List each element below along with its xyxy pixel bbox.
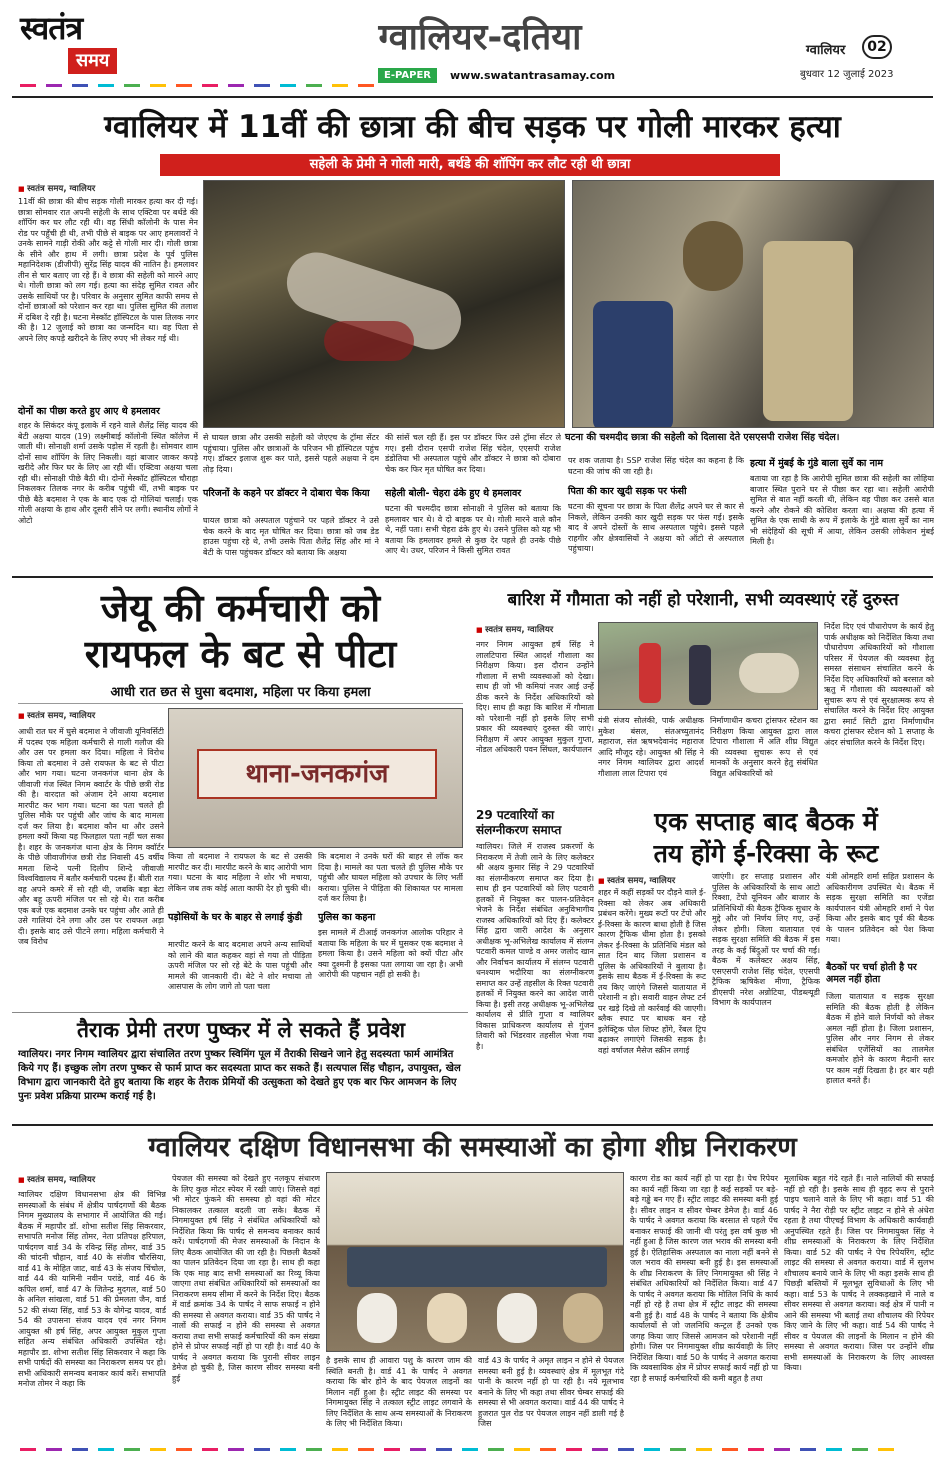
site-url[interactable]: www.swatantrasamay.com (450, 69, 616, 82)
story5-col2: जाएंगी। हर सप्ताह प्रशासन और पुलिस के अधिकारियों के साथ आटो रिक्शा, टेंपो यूनियन और बाजार के प्रतिनिधियों की बैठक ट्रैफिक सुधार के मुद्दे और जो निर्णय लिए गए, उन्हें लेकर होगी। जिला यातायात एवं सड़क सुरक्षा समिति की बैठक में इस तरह के कई बिंदुओं पर चर्चा की गई। बैठक में कलेक्टर अक्षय सिंह, एसएसपी राजेश सिंह चंदेल, एएसपी ट्रैफिक ऋषिकेश मीणा, ट्रैफिक डीएसपी नरेश अन्नोटिया, पीडब्ल्यूडी विभाग के कार्यपालन (712, 872, 820, 1007)
decor-dash (176, 1448, 192, 1451)
story1-col4-top: पर शक जताया है। SSP राजेश सिंह चंदेल का कहना है कि घटना की जांच की जा रही है। (568, 456, 744, 476)
decor-dash (488, 1448, 504, 1451)
story1-col4-bottom: घटना की सूचना पर छात्रा के पिता शैलेंद्र अपने घर से कार से निकले, लेकिन उनकी कार खुदी सड़क पर फंस गई। इसके बाद वे अपने दोस्तों के साथ अस्पताल पहुंचे। इससे पहले राहगीर और क्षेत्रवासियों ने अक्षया को ऑटो से अस्पताल पहुंचाया। (568, 502, 744, 553)
story3-col4: निर्देश दिए एवं पौधारोपण के कार्य हेतु पार्क अधीक्षक को निर्देशित किया तथा पौधारोपण अधिकारियों को गौशाला परिसर में पेयजल की व्यवस्था हेतु समस्त संसाधन संचालित करने के निर्देश दिए अधिकारियों को बरसात को ऋतु में गौशाला की व्यवस्थाओं को सुचारू रूप से एवं सुरक्षात्मक रूप से संचालित करने के निर्देश दिए आयुक्त द्वारा स्मार्ट सिटी द्वारा निर्माणाधीन कचरा ट्रांसफर स्टेशन को 1 सप्ताह के अंदर संचालित करने के निर्देश दिए। (824, 622, 934, 747)
decor-dash (332, 84, 348, 87)
decor-dash (774, 1448, 790, 1451)
decor-dash (514, 1448, 530, 1451)
decor-dash (202, 84, 218, 87)
decor-dash (124, 1448, 140, 1451)
decor-dash (306, 1448, 322, 1451)
epaper-badge: E-PAPER (378, 68, 437, 83)
story2-col2-bottom: मारपीट करने के बाद बदमाश अपने अन्य साथियों को लाने की बात कहकर वहां से गया तो पीड़िता ऊपरी मंजिल पर सो रहे बेटे के पास पहुंची और मामले की जानकारी दी। बेटे ने शोर मचाया तो आसपास के लोग जागे तो पता चला (168, 940, 312, 991)
story1-photo-crime-scene (203, 180, 565, 428)
decor-dash (800, 1448, 816, 1451)
decor-dash (384, 1448, 400, 1451)
decor-dash (722, 1448, 738, 1451)
decor-dash (618, 1448, 634, 1451)
decor-dash (98, 84, 114, 87)
story7-col3-top: है इसके साथ ही आवारा पशु के कारण जाम की स्थिति बनती है। वार्ड 41 के पार्षद ने अवगत कराया कि बोर होने के बाद पेयजल लाइनों का मिलान नहीं हुआ है। स्ट्रीट लाइट की समस्या पर निगमायुक्त सिंह ने तत्काल स्ट्रीट लाइट लगवाने के लिए निर्देशित के साथ अन्य समस्याओं के निराकरण के लिए भी निर्देशित किया। (326, 1356, 472, 1428)
decor-dash (592, 1448, 608, 1451)
story3-col3: निर्माणाधीन कचरा ट्रांसफर स्टेशन का निरीक्षण किया आयुक्त द्वारा लाल टिपारा गौशाला में अति शीघ्र विद्युत की व्यवस्था सुचारू रूप से एवं मानकों के अनुसार करने हेतु संबंधित विद्युत अधिकारियों को (710, 716, 818, 778)
story5-col3-top: यंत्री ओमहरि शर्मा सहित प्रशासन के अधिकारीगण उपस्थित थे। बैठक में सड़क सुरक्षा समिति का एजेंडा कार्यपालन यंत्री ओमहरि शर्मा ने पेश किया और इसके बाद पूर्व की बैठक के पालन प्रतिवेदन को पेश किया गया। (826, 872, 934, 944)
rule (12, 1124, 933, 1126)
story7-col1: ग्वालियर दक्षिण विधानसभा क्षेत्र की विभिन्न समस्याओं के संबंध में क्षेत्रीय पार्षदगणों की बैठक निगम मुख्यालय के सभागार में आयोजित की गई। बैठक में महापौर डॉ. शोभा सतीश सिंह सिकरवार, सभापति मनोज सिंह तोमर, नेता प्रतिपक्ष हरिपाल, पार्षदगण वार्ड 34 के रविन्द्र सिंह तोमर, वार्ड 35 की चांदनी चौहान, वार्ड 40 के संजीव चौरसिया, वार्ड 41 के मोहित जाट, वार्ड 43 के संजय चिंचोल, वार्ड 44 की यामिनी नवीन परांडे, वार्ड 46 के कपिल शर्मा, वार्ड 47 के जितेन्द्र मुदगल, वार्ड 50 के अनिल सांखला, वार्ड 51 की प्रेमलता जैन, वार्ड 52 की संध्या सिंह, वार्ड 53 के योगेन्द्र यादव, वार्ड 54 की उपासना संजय यादव एवं नगर निगम आयुक्त श्री हर्ष सिंह, अपर आयुक्त मुकुल गुप्ता सहित अन्य संबंधित अधिकारी उपस्थित रहे। महापौर डा. शोभा सतीश सिंह सिकरवार ने कहा कि सभी पार्षदों की समस्या का निराकरण समय पर हो। सभी अधिकारी समन्वय बनाकर कार्य करें। सभापति मनोज तोमर ने कहा कि (18, 1190, 166, 1388)
story2-sub1: पड़ोसियों के घर के बाहर से लगाई कुंडी (168, 912, 303, 923)
story5-col3-bottom: जिला यातायात व सड़क सुरक्षा समिति की बैठक होती है लेकिन बैठक में होने वाले निर्णयों को लेकर अमल नहीं होता है। जिला प्रशासन, पुलिस और नगर निगम से लेकर संबंधित एजेंसियों का तालमेल कमजोर होने के कारण मैदानी स्तर पर काम नहीं दिखता है। हर बार यही हालात बनते हैं। (826, 992, 934, 1085)
story2-headline-line2: रायफल के बट से पीटा (84, 632, 397, 676)
decor-dash (670, 1448, 686, 1451)
story5-col1: शहर में कहीं सड़कों पर दौड़ने वाले ई-रिक्सा को लेकर अब अधिकारी प्रबंधन करेंगे। मुख्य रूटों पर टेंपो और ई-रिक्सा के कारण बाधा होती है जिस कारण ट्रैफिक धीमा होता है। इसको लेकर ई-रिक्सा के प्रतिनिधि मंडल को सात दिन बाद जिला प्रशासन व पुलिस के अधिकारियों ने बुलाया है। इसके साथ बैठक में ई-रिक्सा के रूट तय किए जाएंगे जिससे यातायात में परेशानी न हो। सवारी वाहन लेफ्ट टर्न पर खड़े दिखे तो कार्रवाई की जाएगी। ब्लैक स्पाट पर बाधक बन रहे इलेक्ट्रिक पोल शिफ्ट होंगे, रेंबल ट्रिप बढ़ाकर लगाएंगे जिसकी सड़क है। वहां वर्षाजल मैसेज स्क्रीन लगाई (598, 888, 706, 1055)
decor-dash (358, 1448, 374, 1451)
logo[interactable] (20, 10, 138, 80)
decor-dash (644, 1448, 660, 1451)
story2-headline-line1: जेयू की कर्मचारी को (100, 586, 381, 630)
rule (12, 96, 933, 98)
decor-dash (202, 1448, 218, 1451)
story1-col3-top: की सांसें चल रही हैं। इस पर डॉक्टर फिर उसे ट्रॉमा सेंटर ले गए। इसी दौरान एसपी राजेश सिंह चंदेल, एएसपी राजेश डंडोतिया भी अस्पताल पहुंचे और डॉक्टर ने छात्रा को दोबारा चेक कर फिर मृत घोषित कर दिया। (385, 433, 561, 474)
decor-dash (72, 1448, 88, 1451)
story3-byline: ■ स्वतंत्र समय, ग्वालियर (476, 624, 594, 635)
story7-byline: ■ स्वतंत्र समय, ग्वालियर (18, 1174, 166, 1185)
story6-headline: तैराक प्रेमी तरण पुष्कर में ले सकते हैं प्रवेश (76, 1018, 406, 1042)
story7-col5: कारण रोड का कार्य नहीं हो पा रहा है। पेच रिपेयर का कार्य नहीं किया जा रहा है कई सड़कों पर बड़े-बड़े गड्ढे बन गए हैं। स्ट्रीट लाइट की समस्या बनी हुई है। सीवर लाइन व सीवर चेम्बर डेमेज है। वार्ड 46 के पार्षद ने अवगत कराया कि बरसात से पहले पेंच बनाकर सफाई की जानी थी परंतु इस वर्ष कुछ भी नहीं हुआ है जिस कारण जल भराव की समस्या बनी हुई है। ऐतिहासिक अस्पताल का नाला नहीं बनने से जल भराव की समस्या बनी हुई है। इस समस्याओं के शीघ्र निराकरण के लिए निगमायुक्त श्री सिंह ने संबंधित अधिकारियों को निर्देशित किया। वार्ड 47 के पार्षद ने अवगत कराया कि मोतिल निधि के कार्य नहीं हो रहे है तथा क्षेत्र में स्ट्रीट लाइट की समस्या बनी हुई है। वार्ड 48 के पार्षद ने बताया कि क्षेत्रीय कार्यालयों से जो जलनिधि कन्ट्रल हैं उनको एक जगह किया जाए जिससे आमजन को परेशानी नहीं होगी। जिस पर निगमायुक्त शीघ्र कार्यवाही के लिए निर्देशित किया। वार्ड 50 के पार्षद ने अवगत कराया कि व्यवसायिक क्षेत्र में प्रोपर सफाई कार्य नहीं हो पा रहा है सफाई कर्मचारियों की कमी बहुत है तथा (630, 1174, 778, 1383)
story7-col4-top: वार्ड 43 के पार्षद ने अमृत लाइन न होने से पेयजल समस्या बनी हुई है। व्यवस्थाएं क्षेत्र में मूलभूत गंदे पानी के कारण नहीं हो पा रही है। नये मूलभाव बनाने के लिए भी कहा तथा सीवर चेम्बर सफाई की समस्या से भी अवगत कराया। वार्ड 44 की पार्षद ने हुजरात पुल रोड पर पेयजल लाइन नहीं डाली गई है जिस (478, 1356, 624, 1428)
logo-bottom: समय (68, 48, 117, 74)
decor-dash (540, 1448, 556, 1451)
story2-col2-top: किया तो बदमाश ने रायफल के बट से उसकी मारपीट कर दी। मारपीट करने के बाद आरोपी भाग गया। घटना के बाद महिला ने शोर भी मचाया, लेकिन जब तक कोई आता काफी देर हो चुकी थी। (168, 852, 312, 893)
decor-dash (254, 84, 270, 87)
decor-dash (852, 1448, 868, 1451)
story2-byline: ■ स्वतंत्र समय, ग्वालियर (18, 710, 168, 721)
story2-photo-police-station (168, 708, 463, 848)
decor-dash (280, 1448, 296, 1451)
story2-subhead: आधी रात छत से घुसा बदमाश, महिला पर किया हमला (18, 684, 463, 704)
story5-headline-line2: तय होंगे ई-रिक्सा के रूट (653, 839, 879, 868)
decor-dash (436, 1448, 452, 1451)
story4-headline-line2: संलग्नीकरण समाप्त (476, 823, 562, 837)
story3-photo-gaushala (598, 622, 818, 710)
story1-sub2: परिजनों के कहने पर डॉक्टर ने दोबारा चेक किया (203, 488, 370, 499)
decor-dash (358, 84, 374, 87)
story7-col6: मूलाधिक बहुत गंदे रहते हैं। नाले नालियों की सफाई नहीं हो रही है। इसके साथ ही वृहद रूप से पुराने पाइप चलाने वाले के लिए भी कहा। वार्ड 51 की पार्षद ने नैरा रोड़ी पर स्ट्रीट लाइट न होने से अंधेरा रहता है तथा पीएचई विभाग के अधिकारी कार्यवाही अनुपस्थित रहते हैं। जिस पर निगमायुक्त सिंह ने शीघ्र समस्याओं के निराकरण के लिए निर्देशित किया। वार्ड 52 की पार्षद ने पेच रिपेयरिंग, स्ट्रीट लाइट की समस्या से अवगत कराया। वार्ड में सुलभ शौचालय बनाये जाने के लिए भी कहा इसके साथ ही पिछड़ी बस्तियों में मूलभूत सुविधाओं के लिए भी कहा। वार्ड 53 के पार्षद ने लक्कड़खाने में नाले व सीवर समस्या से अवगत कराया। कई क्षेत्र में पानी न आने की समस्या भी बताई तथा शौचालय की रिपेयर किए जाने के लिए भी कहा। वार्ड 54 की पार्षद ने सीवर व पेयजल की लाइनों के मिलान न होने की समस्या से अवगत कराया। जिस पर उन्होंने शीघ्र सभी समस्याओं के निराकरण के लिए आश्वस्त किया। (784, 1174, 934, 1372)
story2-col1: आधी रात घर में घुसे बदमाश ने जीवाजी यूनिवर्सिटी में पदस्थ एक महिला कर्मचारी से गाली गलौज की और उस पर हमला कर दिया। महिला ने विरोध किया तो बदमाश ने उसे रायफल के बट से पीटा और भाग गया। घटना जनकगंज थाना क्षेत्र के जीवाजी गंज स्थित निगम क्वार्टर के पीछे छत्री रोड की है। वारदात को अंजाम देने आया बदमाश मारपीट कर भाग गया। घटना का पता चलते ही पुलिस मौके पर पहुंची और जांच के बाद मामला दर्ज कर लिया है। बदमाश कौन था और उसने हमला क्यों किया यह फिलहाल पता नहीं चल सका है। शहर के जनकगंज थाना क्षेत्र के निगम क्वॉर्टर के पीछे जीवाजीगंज छत्री रोड निवासी 45 वर्षीय ममता शिन्दे पत्नी दिलीप शिन्दे जीवाजी विश्वविद्यालय में बतौर कर्मचारी पदस्थ हैं। बीती रात वह अपने कमरे में सो रही थी, जबकि बड़ा बेटा और बहू ऊपरी मंजिल पर सो रहे थे। रात करीब एक बजे एक बदमाश उनके घर पहुंचा और आते ही उसे गालियां देने लगा और उस पर रायफल अड़ा दी। इसके बाद उसे पीटने लगा। महिला कर्मचारी ने जब विरोध (18, 727, 164, 946)
decor-dash (280, 84, 296, 87)
decor-dash (46, 1448, 62, 1451)
story3-col1: नगर निगम आयुक्त हर्ष सिंह ने लालटिपारा स्थित आदर्श गौशाला का निरीक्षण किया। इस दौरान उन्होंने गौशाला में सभी व्यवस्थाओं को देखा। साथ ही जो भी कमियां नजर आई उन्हें ठीक करने के निर्देश अधिकारियों को दिए। साथ ही कहा कि बारिश में गौमाता को परेशानी नहीं हो इसके लिए सभी प्रकार की व्यवस्थाएं दुरुस्त की जाएं। निरीक्षण में अपर आयुक्त मुकुल गुप्ता, नोडल अधिकारी पवन सिंघल, कार्यपालन (476, 640, 594, 754)
story7-col2: पेयजल की समस्या को देखते हुए नलकूप संधारण के लिए कुछ मोटर स्पेयर में रखी जाएं। जिससे वहां भी मोटर फुंकने की समस्या हो वहां की मोटर निकालकर तत्काल बदली जा सके। बैठक में निगमायुक्त हर्ष सिंह ने संबंधित अधिकारियों को निर्देशित किया कि पार्षद से समन्वय बनाकर कार्य करें। पार्षदगणों की मेजर समस्याओं के निदान के लिए बैठक आयोजित की जा रही है। पिछली बैठकों का पालन प्रतिवेदन दिया जा रहा है। साथ ही कहा कि एक माह बाद सभी समस्याओं का रिव्यू किया जाएगा तथा संबंधित अधिकारियों को समस्याओं का निराकरण समय सीमा में करने के निर्देश दिए। बैठक में वार्ड क्रमांक 34 के पार्षद ने साफ सफाई न होने की समस्या से अवगत कराया। वार्ड 35 की पार्षद ने नालों की सफाई न होने की समस्या से अवगत कराया तथा सभी सफाई कर्मचारियों की कम संख्या होने से प्रोपर सफाई नहीं हो पा रही है। वार्ड 40 के पार्षद ने अवगत कराया कि पुरानी सीवर लाइन डेमेज हो चुकी है, जिस कारण सीवर समस्या बनी हुई (172, 1174, 320, 1383)
story1-col5: बताया जा रहा है कि आरोपी सुमित छात्रा की सहेली का लोहिया बाजार स्थित पुराने घर से पीछा कर रहा था। सहेली आरोपी सुमित से बात नहीं करती थी, लेकिन वह पीछा कर उससे बात करने और रोकने की कोशिश करता था। अक्षया की हत्या में सुमित के एक साथी के रूप में इलाके के गुंडे बाला सुर्वे का नाम भी संदेहियों की सूची में आया, लेकिन उसकी लोकेशन मुंबई मिली है। (750, 474, 934, 546)
story2-col3-top: कि बदमाश ने उनके घरों की बाहर से लॉक कर दिया है। मामले का पता चलते ही पुलिस मौके पर पहुंची और घायल महिला को उपचार के लिए भर्ती कराया। पुलिस ने पीड़िता की शिकायत पर मामला दर्ज कर लिया है। (318, 852, 463, 903)
decor-dash (462, 1448, 478, 1451)
decor-dash (410, 1448, 426, 1451)
section-title: ग्वालियर-दतिया (378, 17, 582, 58)
decor-dash (20, 1448, 36, 1451)
decor-dash (72, 84, 88, 87)
decor-dash (150, 84, 166, 87)
decor-dash (176, 84, 192, 87)
story1-col2-bottom: घायल छात्रा को अस्पताल पहुंचाने पर पहले डॉक्टर ने उसे चेक करने के बाद मृत घोषित कर दिया। छात्रा को जब डेड हाउस पहुंचा रहे थे, तभी उसके पिता शैलेंद्र सिंह और मां ने बेटी के पास पहुंचकर डॉक्टर को बताया कि अक्षया (203, 516, 379, 557)
logo-top: स्वतंत्र (20, 9, 83, 47)
story6-body: ग्वालियर। नगर निगम ग्वालियर द्वारा संचालित तरण पुष्कर स्विमिंग पूल में तैराकी सिखने जाने हेतु सदस्यता फार्म आमंत्रित किये गए हैं। इच्छुक लोग तरण पुष्कर से फार्म प्राप्त कर सदस्यता प्राप्त कर सकते हैं। सत्यपाल सिंह चौहान, उपायुक्त, खेल विभाग द्वारा जानकारी देते हुए बताया कि शहर के तैराक प्रेमियों की उत्सुकता को देखते हुए एक बार फिर आमजन के लिए पुनः प्रवेश प्रक्रिया प्रारम्भ कराई गई है। (18, 1049, 461, 1102)
decor-dash (98, 1448, 114, 1451)
story1-col1-bottom: शहर के सिकंदर कंपू इलाके में रहने वाले शैलेंद्र सिंह यादव की बेटी अक्षया यादव (19) लक्ष्मीबाई कॉलोनी स्थित कॉलेज में जाती थी। सोनाक्षी शर्मा उसके पड़ोस में रहती है। सोमवार शाम दोनों साथ शॉपिंग के लिए निकली। वहां बाजार जाकर कपड़े खरीदे और फिर घर के लिए आ रही थीं। एक्टिवा अक्षया चला रही थी। सोनाक्षी पीछे बैठी थी। दोनों मेस्कॉट हॉस्पिटल चौराहा निकलकर तिलक नगर के करीब पहुंची थीं, तभी बाइक पर पीछे बैठे बदमाश ने एक के बाद एक दो गोलियां चलाईं। एक गोली अक्षया के हाथ और दूसरी सीने पर लगी। स्थानीय लोगों ने ओटो (18, 421, 198, 525)
decor-dash (254, 1448, 270, 1451)
decor-dash (20, 84, 36, 87)
decor-dash (124, 84, 140, 87)
decor-dash (332, 1448, 348, 1451)
decor-dash (228, 1448, 244, 1451)
story1-sub3: सहेली बोली- चेहरा ढंके हुए थे हमलावर (385, 488, 522, 499)
story5-headline-line1: एक सप्ताह बाद बैठक में (654, 807, 878, 836)
decor-dash (46, 84, 62, 87)
story1-photo-police-officer (572, 180, 934, 428)
story7-headline: ग्वालियर दक्षिण विधानसभा की समस्याओं का होगा शीघ्र निराकरण (148, 1132, 797, 1163)
page-number: 02 (862, 35, 892, 59)
story4-headline-line1: 29 पटवारियों का (476, 808, 555, 822)
decor-dash (826, 1448, 842, 1451)
story1-sub1: दोनों का पीछा करते हुए आए थे हमलावर (18, 406, 160, 417)
decor-dash (150, 1448, 166, 1451)
decor-dash (878, 1448, 894, 1451)
story2-col3-bottom: इस मामले में टीआई जनकगंज आलोक परिहार ने बताया कि महिला के घर में घुसकर एक बदमाश ने हमला किया है। उसने महिला को क्यों पीटा और क्या दुश्मनी है इसका पता लगाया जा रहा है। अभी आरोपी की पहचान नहीं हो सकी है। (318, 928, 463, 979)
dots-bottom (20, 1448, 894, 1451)
decor-dash (228, 84, 244, 87)
story5-sub1: बैठकों पर चर्चा होती है पर अमल नहीं होता (826, 962, 917, 985)
story1-headline: ग्वालियर में 11वीं की छात्रा की बीच सड़क पर गोली मारकर हत्या (104, 109, 841, 145)
rule (12, 576, 933, 578)
story1-col3-bottom: घटना की चश्मदीद छात्रा सोनाक्षी ने पुलिस को बताया कि हमलावर चार थे। वे दो बाइक पर थे। गोली मारने वाले कौन थे, नहीं पता। सभी चेहरा ढंके हुए थे। उसने पुलिस को यह भी बताया कि हमलावर हमले से कुछ देर पहले ही उनके पीछे आए थे। उधर, परिजन ने किसी सुमित रावत (385, 504, 561, 555)
dots-top (20, 84, 374, 87)
story3-col2: यंत्री संजय सोलंकी, पार्क अधीक्षक मुकेश बंसल, संतअच्युतानंद महाराज, संत ऋषभदेवानंद महाराज आदि मौजूद रहे। आयुक्त श्री सिंह ने नगर निगम ग्वालियर द्वारा आदर्श गौशाला लाल टिपारा एवं (598, 716, 704, 778)
story5-byline: ■ स्वतंत्र समय, ग्वालियर (598, 875, 706, 886)
story4-body: ग्वालियर। जिले में राजस्व प्रकरणों के निराकरण में तेजी लाने के लिए कलेक्टर श्री अक्षय कुमार सिंह ने 29 पटवारियों का संलग्नीकरण समाप्त कर दिया है। साथ ही इन पटवारियों को लिए पटवारी हलकों में नियुक्त कर पालन-प्रतिवेदन भेजने के निर्देश संबंधित अनुविभागीय राजस्व अधिकारियों को दिए हैं। कलेक्टर सिंह द्वारा जारी आदेश के अनुसार अधीक्षक भू-अभिलेख कार्यालय में संलग्न पटवारी कमल पाण्डे व अमर जलोद खान और निर्वाचन कार्यालय में संलग्न पटवारी धनश्याम भदौरिया का संलग्नीकरण समाप्त कर उन्हें तहसील के रिक्त पटवारी हलकों में नियुक्त करने का आदेश जारी किया है। इसी तरह अधीक्षक भू-अभिलेख कार्यालय से प्रीति गुप्ता व ग्वालियर विकास प्राधिकरण कार्यालय से गुंजन तिवारी को भिंडरवार तहसील भेजा गया है। (476, 842, 594, 1051)
story7-photo-meeting (326, 1172, 624, 1352)
story1-col2-top: से घायल छात्रा और उसकी सहेली को जेएएच के ट्रॉमा सेंटर पहुंचाया। पुलिस और छात्राओं के परिजन भी हॉस्पिटल पहुंच गए। डॉक्टर इलाज शुरू कर पाते, इससे पहले अक्षया ने दम तोड़ दिया। (203, 433, 379, 474)
issue-date: बुधवार 12 जुलाई 2023 (800, 69, 894, 80)
story3-headline: बारिश में गौमाता को नहीं हो परेशानी, सभी व्यवस्थाएं रहें दुरुस्त (507, 590, 899, 610)
story1-sub4: पिता की कार खुदी सड़क पर फंसी (568, 486, 687, 497)
decor-dash (696, 1448, 712, 1451)
story2-photo-sign: थाना-जनकगंज (197, 749, 437, 799)
story1-byline: ■ स्वतंत्र समय, ग्वालियर (18, 183, 198, 194)
story1-sub5: हत्या में मुंबई के गुंडे बाला सुर्वे का नाम (750, 458, 884, 469)
decor-dash (306, 84, 322, 87)
city-label: ग्वालियर (806, 43, 846, 58)
story1-subhead: सहेली के प्रेमी ने गोली मारी, बर्थडे की शॉपिंग कर लौट रही थी छात्रा (160, 154, 780, 176)
story2-sub2: पुलिस का कहना (318, 912, 376, 923)
masthead (0, 0, 945, 90)
story1-col1-top: 11वीं की छात्रा की बीच सड़क गोली मारकर हत्या कर दी गई। छात्रा सोमवार रात अपनी सहेली के साथ एक्टिवा पर बर्थडे की शॉपिंग कर घर लौट रही थी। वह सिंधी कॉलोनी के पास मेन रोड पर पहुँची ही थी, तभी पीछे से बाइक पर आए हमलावरों ने उनके सामने गाड़ी रोकी और कट्टे से गोली मार दी। गोली छात्रा के सीने और हाथ में लगी। छात्रा प्रदेश के पूर्व पुलिस महानिदेशक (डीजीपी) सुरेंद्र सिंह यादव की नातिन है। हमलावर तीन से चार बताए जा रहे हैं। वे छात्रा की सहेली को मारने आए थे। गोली छात्रा को लग गई। हत्या का संदेह सुमित रावत और उसके साथियों पर है। परिवार के अनुसार सुमित काफी समय से दोनों छात्राओं को परेशान कर रहा था। पुलिस सुमित की तलाश में दबिश दे रही है। घटना मेस्कॉट हॉस्पिटल के पास तिलक नगर की है। 12 जुलाई को छात्रा का जन्मदिन था। वह पिता से अपने लिए कपड़े खरीदने के लिए रुपए भी लेकर गई थी। (18, 197, 198, 343)
story1-photo-caption: घटना की चश्मदीद छात्रा की सहेली को दिलासा देते एसएसपी राजेश सिंह चंदेल। (565, 432, 840, 443)
decor-dash (748, 1448, 764, 1451)
decor-dash (566, 1448, 582, 1451)
